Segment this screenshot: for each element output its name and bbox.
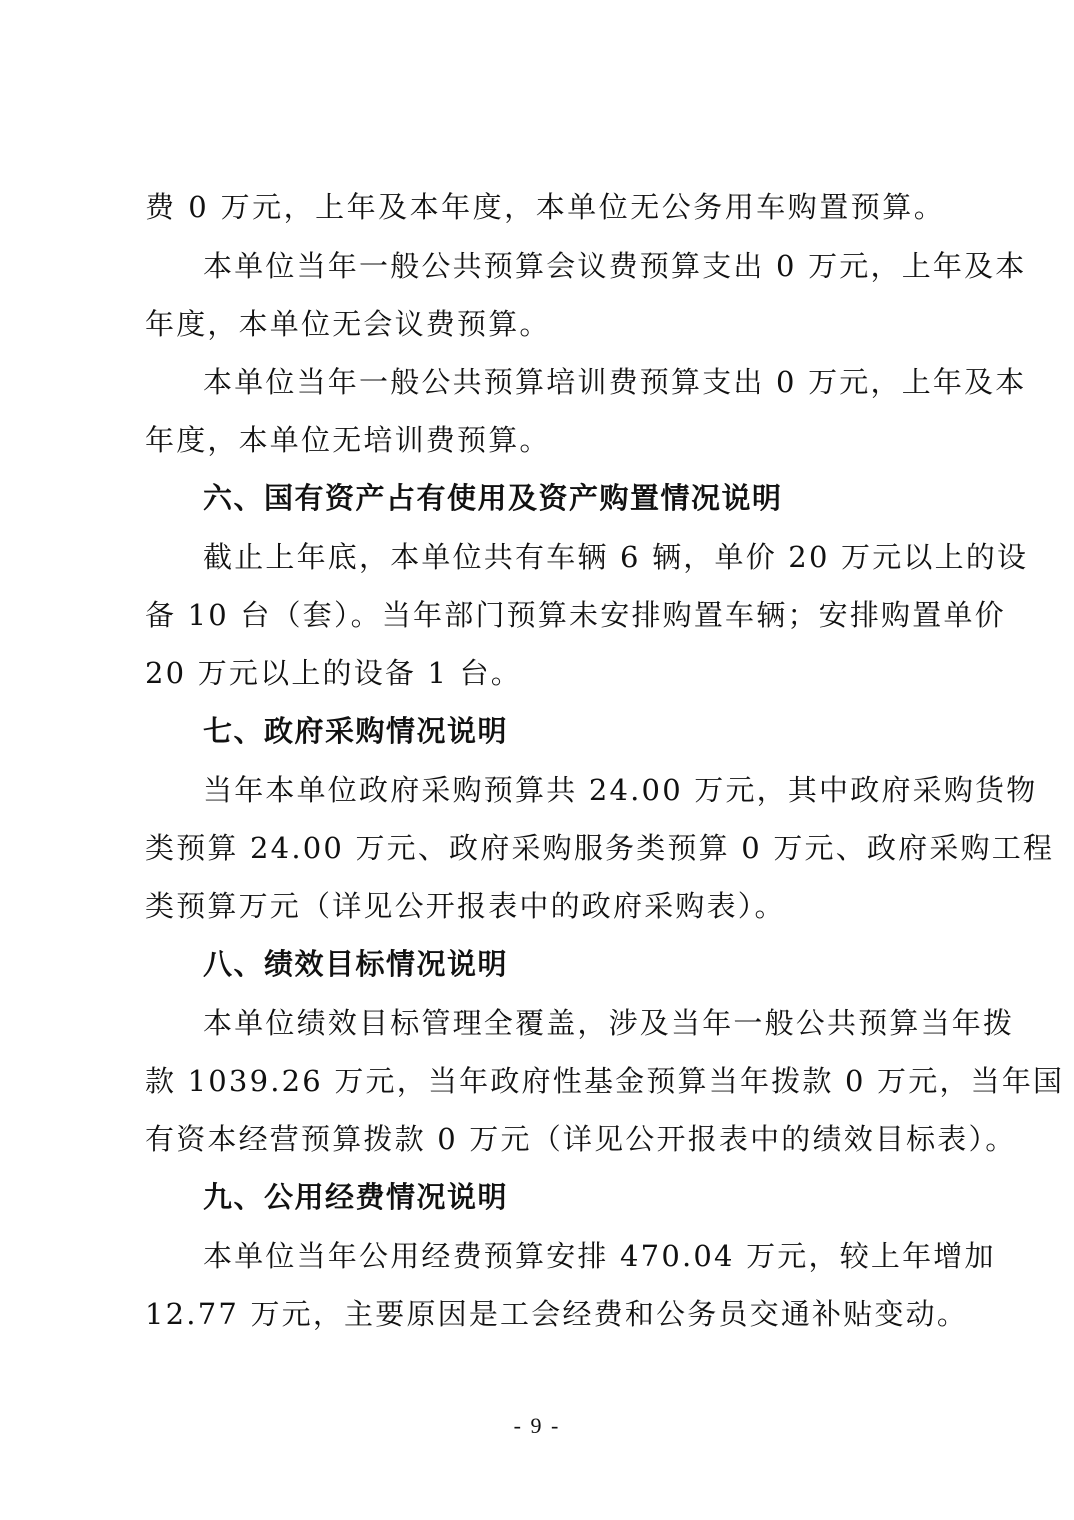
body-text-line: 截止上年底，本单位共有车辆 6 辆，单价 20 万元以上的设	[203, 540, 1029, 574]
page-number: - 9 -	[513, 1413, 561, 1438]
body-text-line: 本单位当年一般公共预算会议费预算支出 0 万元，上年及本	[203, 249, 1027, 283]
section-heading: 六、国有资产占有使用及资产购置情况说明	[203, 481, 783, 515]
body-text-line: 类预算 24.00 万元、政府采购服务类预算 0 万元、政府采购工程	[145, 831, 1055, 865]
body-text-line: 当年本单位政府采购预算共 24.00 万元，其中政府采购货物	[203, 773, 1038, 807]
section-heading: 九、公用经费情况说明	[203, 1180, 509, 1214]
body-text-line: 本单位当年一般公共预算培训费预算支出 0 万元，上年及本	[203, 365, 1027, 399]
body-text-line: 20 万元以上的设备 1 台。	[145, 656, 523, 690]
body-text-line: 年度，本单位无培训费预算。	[145, 423, 551, 457]
body-text-line: 12.77 万元，主要原因是工会经费和公务员交通补贴变动。	[145, 1297, 969, 1331]
body-text-line: 费 0 万元，上年及本年度，本单位无公务用车购置预算。	[145, 190, 945, 224]
body-text-line: 本单位当年公用经费预算安排 470.04 万元，较上年增加	[203, 1239, 996, 1273]
body-text-line: 类预算万元（详见公开报表中的政府采购表）。	[145, 889, 786, 923]
section-heading: 七、政府采购情况说明	[203, 714, 509, 748]
body-text-line: 年度，本单位无会议费预算。	[145, 307, 551, 341]
body-text-line: 有资本经营预算拨款 0 万元（详见公开报表中的绩效目标表）。	[145, 1122, 1017, 1156]
section-heading: 八、绩效目标情况说明	[203, 947, 509, 981]
body-text-line: 款 1039.26 万元，当年政府性基金预算当年拨款 0 万元，当年国	[145, 1064, 1065, 1098]
body-text-line: 备 10 台（套）。当年部门预算未安排购置车辆；安排购置单价	[145, 598, 1006, 632]
body-text-line: 本单位绩效目标管理全覆盖，涉及当年一般公共预算当年拨	[203, 1006, 1015, 1040]
